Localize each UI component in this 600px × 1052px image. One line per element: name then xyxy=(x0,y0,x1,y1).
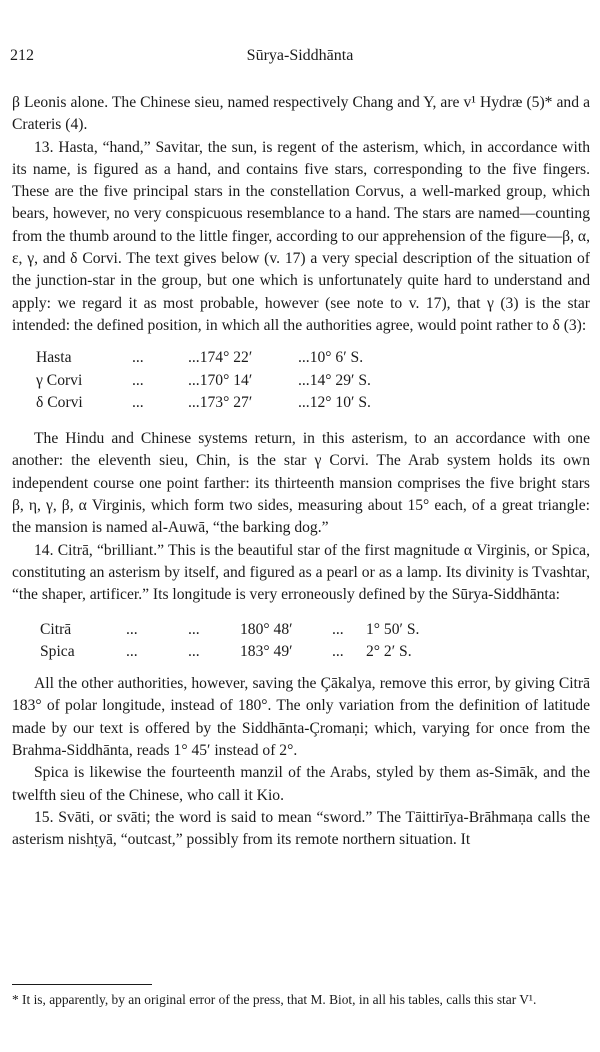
page-header xyxy=(10,47,590,69)
table-cell: ...12° 10′ S. xyxy=(298,393,371,411)
table-row xyxy=(36,392,371,414)
table-cell: Hasta xyxy=(36,349,72,367)
table-cell: γ Corvi xyxy=(36,371,83,389)
table-cell: ... xyxy=(132,393,144,411)
table-cell: ...170° 14′ xyxy=(188,371,253,389)
running-title: Sūrya-Siddhānta xyxy=(246,47,354,64)
table-cell: ...173° 27′ xyxy=(188,393,253,411)
table-cell: ...174° 22′ xyxy=(188,349,253,367)
page-body xyxy=(12,92,590,852)
table-cell: ... xyxy=(188,642,200,660)
page-number: 212 xyxy=(10,47,34,64)
table-cell: 183° 49′ xyxy=(240,642,293,660)
table-cell: 1° 50′ S. xyxy=(366,620,420,638)
table-cell: ... xyxy=(332,620,344,638)
table-cell: ... xyxy=(332,642,344,660)
table-cell: ...14° 29′ S. xyxy=(298,371,371,389)
paragraph-hasta: 13. Hasta, “hand,” Savitar, the sun, is regent of the asterism, which, in accordance with its name, is figured as a hand, and contains five stars, corresponding to the five fingers. These are the five principal stars in the constellation Corvus, a well-marked group, which bears, however, no very conspicuous resemblance to a hand. The stars are named—counting from the thumb around to the little finger, according to our apprehension of the figure—β, α, ε, γ, and δ Corvi. The text gives below (v. 17) a very special description of the situation of the junction-star in the group, but one which is unfortunately quite hard to understand and apply: we regard it as most probable, however (see note to v. 17), that γ (3) is the star intended: the defined position, in which all the authorities agree, would point rather to δ (3): xyxy=(12,138,590,334)
table-cell: ...10° 6′ S. xyxy=(298,349,364,367)
paragraph-continuation: β Leonis alone. The Chinese sieu, named respectively Chang and Y, are v¹ Hydræ (5)* and a Crateris (4). xyxy=(12,94,590,134)
table-row xyxy=(40,619,419,641)
table-cell: 180° 48′ xyxy=(240,620,293,638)
citra-position-table xyxy=(40,619,419,664)
table-cell: Spica xyxy=(40,642,75,660)
paragraph-svati: 15. Svāti, or svāti; the word is said to mean “sword.” The Tāittirīya-Brāhmaṇa calls the asterism nishṭyā, “outcast,” possibly from its remote northern situation. It xyxy=(12,808,590,849)
table-row xyxy=(40,641,419,663)
table-cell: ... xyxy=(188,620,200,638)
table-row xyxy=(36,347,371,369)
hasta-position-table xyxy=(36,347,371,414)
table-cell: ... xyxy=(132,371,144,389)
table-cell: 2° 2′ S. xyxy=(366,642,412,660)
footnote: * It is, apparently, by an original error of the press, that M. Biot, in all his tables, calls this star V¹. xyxy=(12,992,537,1007)
table-cell: ... xyxy=(126,642,138,660)
table-cell: ... xyxy=(126,620,138,638)
paragraph-chinese-arab: The Hindu and Chinese systems return, in this asterism, to an accordance with one another: the eleventh sieu, Chin, is the star γ Corvi. The Arab system holds its own independent course one point farther: its thirteenth mansion comprises the five bright stars β, η, γ, β, α Virginis, which form two sides, measuring about 15° each, of a great triangle: the mansion is named al-Auwā, “the barking dog.” xyxy=(12,430,590,537)
table-row xyxy=(36,370,371,392)
table-cell: Citrā xyxy=(40,620,72,638)
footnote-divider xyxy=(12,984,152,985)
paragraph-authorities: All the other authorities, however, saving the Çākalya, remove this error, by giving Citrā 183° of polar longitude, instead of 180°. The only variation from the definition of latitude made by our text is offered by the Siddhānta-Çromaṇi; which, varying for once from the Brahma-Siddhānta, reads 1° 45′ instead of 2°. xyxy=(12,675,590,760)
paragraph-citra: 14. Citrā, “brilliant.” This is the beautiful star of the first magnitude α Virginis, or Spica, constituting an asterism by itself, and figured as a pearl or as a lamp. Its divinity is Tvashtar, “the shaper, artificer.” Its longitude is very erroneously defined by the Sūrya-Siddhānta: xyxy=(12,541,590,604)
table-cell: ... xyxy=(132,349,144,367)
table-cell: δ Corvi xyxy=(36,393,83,411)
paragraph-spica: Spica is likewise the fourteenth manzil of the Arabs, styled by them as-Simāk, and the twelfth sieu of the Chinese, who call it Kio. xyxy=(12,764,590,804)
